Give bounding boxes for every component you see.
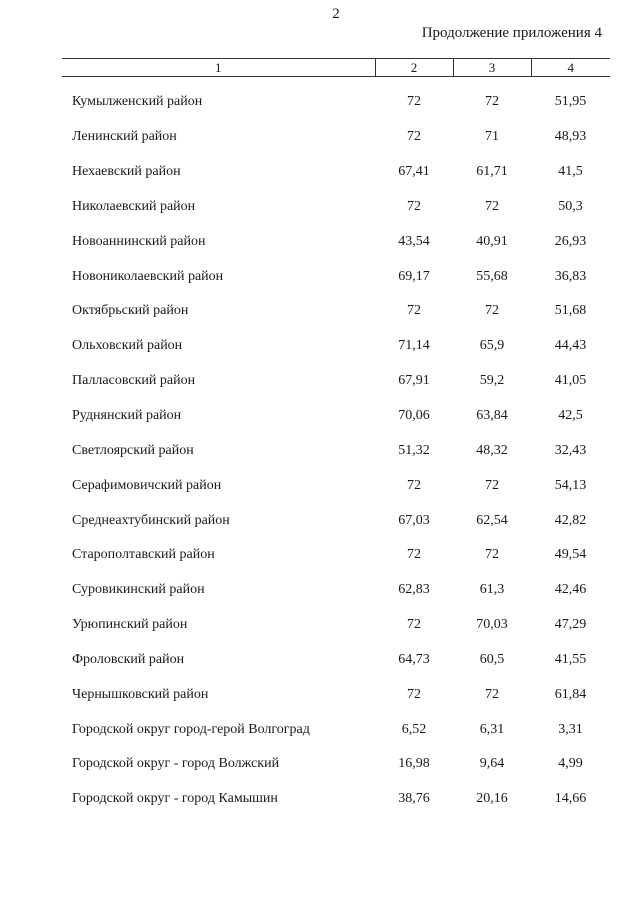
table-row bbox=[62, 120, 610, 155]
cell-column-4: 4,99 bbox=[558, 756, 583, 772]
cell-column-3: 9,64 bbox=[479, 756, 505, 772]
table-header bbox=[62, 59, 610, 77]
cell-column-4: 26,93 bbox=[554, 233, 587, 249]
table-row bbox=[62, 677, 610, 712]
table-row bbox=[62, 399, 610, 434]
cell-column-3: 61,3 bbox=[479, 582, 505, 598]
cell-column-2: 6,52 bbox=[401, 721, 427, 737]
cell-column-4: 42,82 bbox=[554, 512, 587, 528]
cell-column-3: 63,84 bbox=[476, 408, 508, 424]
cell-column-2: 67,91 bbox=[398, 373, 430, 389]
cell-district-name: Николаевский район bbox=[72, 198, 196, 214]
cell-column-2: 72 bbox=[407, 198, 421, 214]
cell-column-4: 51,95 bbox=[554, 94, 587, 110]
cell-column-2: 43,54 bbox=[398, 233, 430, 249]
cell-column-4: 3,31 bbox=[558, 721, 583, 737]
cell-column-3: 40,91 bbox=[476, 233, 508, 249]
cell-district-name: Ольховский район bbox=[72, 338, 183, 354]
cell-column-3: 61,71 bbox=[476, 164, 508, 180]
cell-column-2: 51,32 bbox=[398, 442, 430, 458]
table-row bbox=[62, 747, 610, 782]
cell-column-3: 72 bbox=[485, 198, 499, 214]
cell-column-2: 72 bbox=[407, 477, 421, 493]
cell-district-name: Фроловский район bbox=[72, 651, 185, 667]
cell-column-2: 72 bbox=[407, 303, 421, 319]
cell-column-3: 59,2 bbox=[479, 373, 505, 389]
cell-column-4: 48,93 bbox=[554, 129, 587, 145]
table-row bbox=[62, 712, 610, 747]
cell-column-3: 6,31 bbox=[479, 721, 505, 737]
cell-district-name: Серафимовичский район bbox=[72, 477, 222, 493]
cell-district-name: Урюпинский район bbox=[72, 617, 188, 633]
cell-column-3: 72 bbox=[485, 477, 499, 493]
cell-column-2: 69,17 bbox=[398, 268, 430, 284]
cell-column-2: 72 bbox=[407, 617, 421, 633]
cell-column-4: 41,55 bbox=[554, 651, 587, 667]
cell-district-name: Городской округ - город Камышин bbox=[72, 791, 278, 807]
cell-district-name: Городской округ город-герой Волгоград bbox=[72, 721, 310, 737]
table-row bbox=[62, 259, 610, 294]
table-row bbox=[62, 224, 610, 259]
cell-district-name: Новониколаевский район bbox=[72, 268, 224, 284]
table-body bbox=[62, 77, 610, 817]
cell-district-name: Ленинский район bbox=[72, 129, 177, 145]
column-header-4: 4 bbox=[531, 59, 610, 77]
table-row bbox=[62, 538, 610, 573]
cell-column-4: 47,29 bbox=[554, 617, 587, 633]
cell-column-3: 72 bbox=[485, 547, 499, 563]
cell-column-3: 70,03 bbox=[476, 617, 508, 633]
cell-column-4: 42,5 bbox=[558, 408, 583, 424]
table-row bbox=[62, 573, 610, 608]
column-header-3: 3 bbox=[453, 59, 531, 77]
cell-column-3: 72 bbox=[485, 686, 499, 702]
table-row bbox=[62, 77, 610, 120]
cell-column-2: 38,76 bbox=[398, 791, 430, 807]
cell-column-4: 54,13 bbox=[554, 477, 587, 493]
cell-district-name: Среднеахтубинский район bbox=[72, 512, 230, 528]
cell-column-4: 32,43 bbox=[554, 442, 587, 458]
cell-column-2: 72 bbox=[407, 129, 421, 145]
cell-district-name: Светлоярский район bbox=[72, 442, 194, 458]
column-header-2: 2 bbox=[375, 59, 453, 77]
cell-column-4: 41,5 bbox=[558, 164, 583, 180]
cell-column-2: 67,03 bbox=[398, 512, 430, 528]
cell-column-2: 16,98 bbox=[398, 756, 430, 772]
cell-column-2: 71,14 bbox=[398, 338, 430, 354]
page-number: 2 bbox=[332, 6, 340, 22]
table-row bbox=[62, 294, 610, 329]
data-table bbox=[62, 58, 610, 817]
cell-column-4: 51,68 bbox=[554, 303, 587, 319]
cell-district-name: Кумылженский район bbox=[72, 94, 203, 110]
cell-column-2: 67,41 bbox=[398, 164, 430, 180]
cell-column-3: 71 bbox=[485, 129, 499, 145]
cell-district-name: Старополтавский район bbox=[72, 547, 215, 563]
cell-column-4: 14,66 bbox=[554, 791, 587, 807]
table-row bbox=[62, 190, 610, 225]
cell-column-3: 72 bbox=[485, 94, 499, 110]
cell-column-3: 20,16 bbox=[476, 791, 508, 807]
cell-column-3: 62,54 bbox=[476, 512, 508, 528]
column-header-1: 1 bbox=[62, 59, 375, 77]
cell-column-3: 72 bbox=[485, 303, 499, 319]
cell-column-3: 65,9 bbox=[479, 338, 505, 354]
table-row bbox=[62, 433, 610, 468]
cell-column-4: 50,3 bbox=[558, 198, 583, 214]
cell-column-2: 62,83 bbox=[398, 582, 430, 598]
table-row bbox=[62, 608, 610, 643]
continuation-label: Продолжение приложения 4 bbox=[421, 25, 602, 41]
cell-column-2: 64,73 bbox=[398, 651, 430, 667]
cell-district-name: Суровикинский район bbox=[72, 582, 205, 598]
cell-column-4: 36,83 bbox=[554, 268, 587, 284]
table-row bbox=[62, 329, 610, 364]
cell-column-2: 72 bbox=[407, 686, 421, 702]
table-row bbox=[62, 155, 610, 190]
cell-district-name: Палласовский район bbox=[72, 373, 196, 389]
cell-district-name: Новоаннинский район bbox=[72, 233, 206, 249]
table-row bbox=[62, 364, 610, 399]
cell-district-name: Нехаевский район bbox=[72, 164, 181, 180]
table-row bbox=[62, 643, 610, 678]
header-row bbox=[62, 59, 610, 77]
table-row bbox=[62, 468, 610, 503]
cell-district-name: Чернышковский район bbox=[72, 686, 209, 702]
cell-column-3: 48,32 bbox=[476, 442, 508, 458]
cell-column-2: 72 bbox=[407, 547, 421, 563]
cell-column-4: 41,05 bbox=[554, 373, 587, 389]
cell-column-3: 60,5 bbox=[479, 651, 505, 667]
table-row bbox=[62, 503, 610, 538]
cell-column-3: 55,68 bbox=[476, 268, 508, 284]
cell-column-4: 42,46 bbox=[554, 582, 587, 598]
cell-column-4: 61,84 bbox=[554, 686, 587, 702]
cell-column-2: 72 bbox=[407, 94, 421, 110]
cell-column-4: 49,54 bbox=[554, 547, 587, 563]
cell-district-name: Городской округ - город Волжский bbox=[72, 756, 280, 772]
cell-district-name: Руднянский район bbox=[72, 408, 182, 424]
table-row bbox=[62, 782, 610, 817]
cell-column-4: 44,43 bbox=[554, 338, 587, 354]
cell-column-2: 70,06 bbox=[398, 408, 430, 424]
cell-district-name: Октябрьский район bbox=[72, 303, 189, 319]
